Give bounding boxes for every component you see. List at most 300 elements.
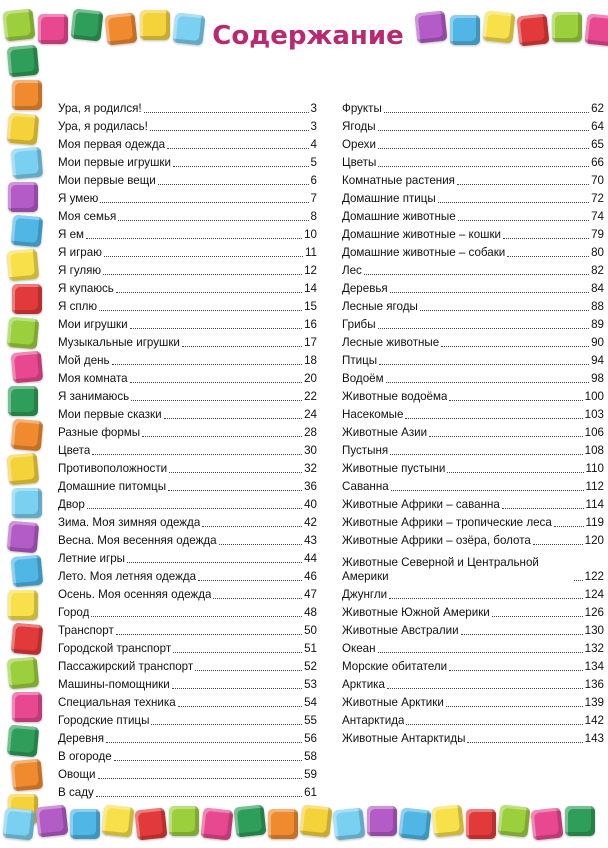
toc-entry-page: 80 (591, 246, 604, 259)
toy-cube-icon (11, 759, 44, 792)
toc-entry[interactable] (342, 98, 604, 116)
toc-entry-page: 59 (304, 768, 317, 781)
toc-dot-leader (104, 256, 303, 257)
toc-dot-leader (384, 112, 589, 113)
toc-entry-title: Весна. Моя весенняя одежда (58, 534, 217, 547)
toc-entry[interactable] (342, 422, 604, 440)
toc-entry[interactable] (342, 638, 604, 656)
toc-entry[interactable] (58, 170, 317, 188)
toc-entry[interactable] (342, 224, 604, 242)
toc-entry-page: 48 (304, 606, 317, 619)
toc-entry[interactable] (58, 296, 317, 314)
toc-dot-leader (389, 598, 583, 599)
toc-entry-page: 136 (584, 678, 604, 691)
toc-entry[interactable] (342, 440, 604, 458)
toc-entry[interactable] (58, 260, 317, 278)
toc-entry-title: Машины-помощники (58, 678, 170, 691)
toc-dot-leader (144, 112, 309, 113)
toc-entry-title: Противоположности (58, 462, 168, 475)
toc-entry-page: 139 (584, 696, 604, 709)
toc-dot-leader (405, 418, 582, 419)
toc-entry[interactable] (58, 746, 317, 764)
toc-entry[interactable] (342, 332, 604, 350)
toc-entry-title: Двор (58, 498, 85, 511)
toc-dot-leader (198, 580, 302, 581)
toc-dot-leader (378, 130, 589, 131)
toc-entry-page: 7 (310, 192, 317, 205)
toc-entry[interactable] (342, 476, 604, 494)
toc-entry[interactable] (58, 404, 317, 422)
toc-entry-page: 18 (304, 354, 317, 367)
toc-entry[interactable] (58, 314, 317, 332)
toc-dot-leader (438, 202, 589, 203)
toy-cube-icon (3, 808, 36, 841)
toc-entry[interactable] (58, 134, 317, 152)
toc-entry-page: 65 (591, 138, 604, 151)
toc-dot-leader (386, 382, 590, 383)
toc-dot-leader (172, 688, 302, 689)
toc-entry-page: 20 (304, 372, 317, 385)
toy-cube-icon (7, 453, 40, 486)
toc-entry[interactable] (58, 728, 317, 746)
toc-entry[interactable] (342, 296, 604, 314)
toc-dot-leader (173, 166, 309, 167)
toy-cube-icon (7, 657, 40, 690)
toy-cube-icon (12, 284, 42, 314)
toc-entry[interactable] (342, 692, 604, 710)
toc-entry[interactable] (342, 242, 604, 260)
toc-dot-leader (178, 706, 302, 707)
toc-dot-leader (116, 292, 302, 293)
toc-entry[interactable] (58, 602, 317, 620)
toc-entry[interactable] (58, 152, 317, 170)
toy-cube-icon (11, 623, 44, 656)
toc-entry-page: 5 (310, 156, 317, 169)
toy-cube-icon (38, 14, 68, 44)
toc-entry-page: 126 (584, 606, 604, 619)
toc-dot-leader (364, 274, 589, 275)
toc-entry-title: Разные формы (58, 426, 141, 439)
toy-cube-icon (105, 13, 138, 46)
toc-dot-leader (106, 742, 302, 743)
toc-entry[interactable] (342, 116, 604, 134)
toc-entry[interactable] (58, 530, 317, 548)
toc-entry-title: Пустыня (342, 444, 389, 457)
toc-entry-page: 82 (591, 264, 604, 277)
toc-dot-leader (151, 724, 302, 725)
toc-entry-title: Животные Антарктиды (342, 732, 466, 745)
toc-dot-leader (502, 508, 584, 509)
toc-dot-leader (96, 796, 302, 797)
toc-entry-title: В саду (58, 786, 94, 799)
toc-entry[interactable] (58, 476, 317, 494)
toc-dot-leader (158, 184, 309, 185)
toc-entry[interactable] (58, 242, 317, 260)
toc-entry-page: 16 (304, 318, 317, 331)
toc-entry-page: 11 (304, 246, 317, 259)
toc-entry[interactable] (58, 494, 317, 512)
toc-dot-leader (378, 166, 589, 167)
toc-entry-title: Комнатные растения (342, 174, 455, 187)
toc-entry-title: Лесные животные (342, 336, 440, 349)
toy-cube-icon (169, 806, 199, 836)
toy-cube-icon (7, 249, 40, 282)
toy-cube-icon (565, 806, 595, 836)
toc-dot-leader (219, 544, 303, 545)
toc-dot-leader (441, 346, 589, 347)
toc-entry[interactable] (342, 350, 604, 368)
toc-entry-title: Осень. Моя осенняя одежда (58, 588, 212, 601)
toc-entry-title: Цветы (342, 156, 377, 169)
toy-cube-icon (8, 386, 38, 416)
toc-dot-leader (99, 310, 302, 311)
toc-entry-page: 114 (585, 498, 604, 511)
toc-dot-leader (391, 490, 584, 491)
toc-dot-leader (429, 436, 583, 437)
toc-entry[interactable] (342, 656, 604, 674)
toc-dot-leader (449, 670, 583, 671)
toc-entry-page: 17 (304, 336, 317, 349)
toc-dot-leader (390, 454, 583, 455)
toc-entry-page: 124 (584, 588, 604, 601)
toc-entry-page: 47 (304, 588, 317, 601)
toc-entry-title: Мои игрушки (58, 318, 128, 331)
toc-dot-leader (457, 184, 589, 185)
toc-entry-page: 112 (585, 480, 604, 493)
toc-dot-leader (461, 634, 583, 635)
toc-dot-leader (86, 238, 302, 239)
toc-entry-page: 94 (591, 354, 604, 367)
toc-dot-leader (387, 688, 583, 689)
toc-dot-leader (131, 400, 302, 401)
toc-entry[interactable] (342, 404, 604, 422)
toc-dot-leader (164, 418, 303, 419)
toc-entry-title: Транспорт (58, 624, 114, 637)
toc-entry-page: 52 (304, 660, 317, 673)
toc-entry-page: 143 (584, 732, 604, 745)
toy-cube-icon (12, 488, 42, 518)
toc-entry[interactable] (58, 692, 317, 710)
toc-dot-leader (420, 310, 589, 311)
toc-entry[interactable] (342, 134, 604, 152)
toc-entry-page: 61 (304, 786, 317, 799)
toy-cube-icon (70, 809, 100, 839)
toc-entry[interactable] (58, 332, 317, 350)
toc-entry-title: Животные Северной и Центральной Америки (342, 556, 539, 583)
toc-entry-page: 72 (591, 192, 604, 205)
toc-entry[interactable] (58, 764, 317, 782)
toc-entry-page: 54 (304, 696, 317, 709)
toc-entry[interactable] (342, 530, 604, 548)
toy-cube-icon (7, 317, 40, 350)
toc-entry-page: 89 (591, 318, 604, 331)
toc-dot-leader (378, 328, 590, 329)
toy-cube-icon (552, 12, 582, 42)
toc-dot-leader (150, 130, 309, 131)
toy-cube-icon (466, 809, 496, 839)
toc-entry-title: Городские птицы (58, 714, 150, 727)
toc-entry[interactable] (58, 566, 317, 584)
toy-cube-icon (135, 808, 168, 841)
toc-entry-page: 122 (584, 570, 604, 583)
toc-entry[interactable] (342, 674, 604, 692)
toc-entry[interactable] (58, 278, 317, 296)
toc-dot-leader (202, 526, 302, 527)
toc-entry[interactable] (58, 350, 317, 368)
toc-dot-leader (446, 706, 583, 707)
toc-entry-page: 56 (304, 732, 317, 745)
toc-dot-leader (167, 148, 308, 149)
toc-entry-page: 44 (304, 552, 317, 565)
toc-entry-title: Антарктида (342, 714, 405, 727)
toc-entry[interactable] (342, 512, 604, 530)
toc-entry[interactable] (58, 368, 317, 386)
toc-entry-page: 14 (304, 282, 317, 295)
toc-entry-page: 3 (310, 102, 317, 115)
toc-entry[interactable] (58, 656, 317, 674)
toc-entry-title: Я гуляю (58, 264, 102, 277)
toc-dot-leader (100, 202, 308, 203)
toc-dot-leader (182, 346, 302, 347)
toc-dot-leader (447, 472, 583, 473)
toc-entry-page: 40 (304, 498, 317, 511)
toc-entry-page: 88 (591, 300, 604, 313)
toc-entry[interactable] (58, 584, 317, 602)
toc-entry[interactable] (58, 422, 317, 440)
toc-entry-title: Арктика (342, 678, 385, 691)
toy-cube-icon (585, 14, 608, 47)
toy-cube-icon (201, 808, 234, 841)
toc-dot-leader (92, 454, 302, 455)
toc-entry-page: 55 (304, 714, 317, 727)
toc-entry-page: 74 (591, 210, 604, 223)
toc-entry[interactable] (342, 314, 604, 332)
toc-dot-leader (98, 778, 303, 779)
toc-entry[interactable] (342, 602, 604, 620)
toc-entry[interactable] (58, 512, 317, 530)
toc-entry-title: Морские обитатели (342, 660, 448, 673)
toy-cube-icon (367, 806, 397, 836)
toc-entry-title: Деревня (58, 732, 105, 745)
toc-entry[interactable] (58, 458, 317, 476)
toc-dot-leader (112, 364, 303, 365)
toc-entry[interactable] (342, 620, 604, 638)
toc-dot-leader (103, 274, 302, 275)
toc-entry[interactable] (342, 188, 604, 206)
toc-dot-leader (458, 220, 589, 221)
toc-entry-title: Животные Австралии (342, 624, 459, 637)
toc-entry[interactable] (58, 674, 317, 692)
toc-entry-page: 28 (304, 426, 317, 439)
toy-cube-icon (3, 9, 36, 42)
toy-cube-icon (531, 808, 564, 841)
toc-dot-leader (213, 598, 302, 599)
toc-entry-title: Животные Арктики (342, 696, 444, 709)
toc-entry-title: Животные водоёма (342, 390, 448, 403)
toc-entry-title: Лес (342, 264, 362, 277)
toc-entry-page: 142 (584, 714, 604, 727)
toc-entry[interactable] (342, 152, 604, 170)
toc-entry-title: Фрукты (342, 102, 382, 115)
toc-entry-page: 15 (304, 300, 317, 313)
toc-entry-title: Домашние животные (342, 210, 456, 223)
toc-entry-title: Специальная техника (58, 696, 176, 709)
toc-entry[interactable] (342, 458, 604, 476)
toc-entry[interactable] (342, 368, 604, 386)
toy-cube-icon (7, 45, 40, 78)
toc-dot-leader (118, 220, 308, 221)
toc-entry[interactable] (342, 710, 604, 728)
toy-cube-icon (11, 555, 44, 588)
toc-entry-page: 6 (310, 174, 317, 187)
toc-entry-page: 58 (304, 750, 317, 763)
toc-entry-title: Насекомые (342, 408, 404, 421)
toc-entry-title: Птицы (342, 354, 378, 367)
toy-cube-icon (300, 805, 333, 838)
toc-entry-page: 90 (591, 336, 604, 349)
toc-entry-page: 84 (591, 282, 604, 295)
toc-entry[interactable] (342, 584, 604, 602)
toy-cube-icon (8, 182, 38, 212)
toy-cube-icon (12, 80, 42, 110)
toc-entry-page: 24 (304, 408, 317, 421)
toc-entry-title: В огороде (58, 750, 112, 763)
toc-dot-leader (378, 652, 583, 653)
toc-entry-title: Животные Азии (342, 426, 428, 439)
toc-entry-page: 62 (591, 102, 604, 115)
toy-cube-icon (11, 215, 44, 248)
toc-dot-leader (142, 436, 302, 437)
toc-dot-leader (533, 544, 583, 545)
toc-entry-page: 100 (584, 390, 604, 403)
toc-dot-leader (169, 472, 302, 473)
toc-dot-leader (116, 634, 302, 635)
toc-entry-title: Мои первые сказки (58, 408, 162, 421)
toc-dot-leader (127, 562, 302, 563)
toc-entry-title: Музыкальные игрушки (58, 336, 180, 349)
toy-cube-icon (268, 809, 298, 839)
toc-entry-title: Океан (342, 642, 376, 655)
toc-entry-title: Я ем (58, 228, 85, 241)
toc-entry-title: Животные Африки – саванна (342, 498, 500, 511)
toc-entry-title: Ягоды (342, 120, 376, 133)
toc-entry[interactable] (342, 386, 604, 404)
toc-entry-page: 98 (591, 372, 604, 385)
toy-cube-icon (333, 808, 366, 841)
toc-entry-page: 103 (584, 408, 604, 421)
toc-entry-page: 53 (304, 678, 317, 691)
toy-cube-icon (11, 351, 44, 384)
toc-entry[interactable] (58, 386, 317, 404)
toc-entry[interactable] (58, 548, 317, 566)
toc-entry[interactable] (342, 548, 604, 584)
toc-entry-page: 46 (304, 570, 317, 583)
toc-entry-page: 106 (584, 426, 604, 439)
toc-entry-title: Животные Африки – озёра, болота (342, 534, 531, 547)
toc-entry[interactable] (58, 440, 317, 458)
toc-entry[interactable] (58, 638, 317, 656)
toc-entry-title: Лето. Моя летняя одежда (58, 570, 197, 583)
toc-dot-leader (492, 616, 583, 617)
toy-cube-icon (7, 113, 40, 146)
toc-entry-title: Зима. Моя зимняя одежда (58, 516, 201, 529)
toc-entry-page: 64 (591, 120, 604, 133)
toc-entry-title: Моя семья (58, 210, 117, 223)
toy-cube-icon (399, 808, 432, 841)
toc-dot-leader (574, 580, 583, 581)
toc-dot-leader (449, 400, 582, 401)
toc-entry-title: Саванна (342, 480, 389, 493)
page-title: Содержание (212, 21, 404, 51)
toc-entry[interactable] (58, 116, 317, 134)
toc-entry[interactable] (342, 206, 604, 224)
toy-cube-icon (12, 692, 42, 722)
toc-entry[interactable] (342, 728, 604, 746)
toc-entry-page: 10 (304, 228, 317, 241)
toc-entry[interactable] (58, 782, 317, 800)
toc-entry-title: Лесные ягоды (342, 300, 418, 313)
toy-cube-icon (7, 725, 40, 758)
toc-entry-title: Животные Африки – тропические леса (342, 516, 552, 529)
toc-dot-leader (554, 526, 584, 527)
toc-entry-title: Грибы (342, 318, 376, 331)
toc-dot-leader (91, 616, 302, 617)
toy-cube-icon (483, 11, 516, 44)
toc-entry[interactable] (58, 710, 317, 728)
toy-cube-icon (102, 805, 135, 838)
toc-entry-page: 22 (304, 390, 317, 403)
toc-entry-title: Мой день (58, 354, 110, 367)
toc-entry[interactable] (58, 620, 317, 638)
toc-dot-leader (195, 670, 302, 671)
toc-entry-page: 12 (304, 264, 317, 277)
toc-entry[interactable] (342, 278, 604, 296)
toc-dot-leader (406, 724, 582, 725)
toc-dot-leader (173, 652, 302, 653)
toc-dot-leader (87, 508, 302, 509)
toc-entry[interactable] (58, 188, 317, 206)
toc-entry[interactable] (342, 494, 604, 512)
toc-entry-title: Моя комната (58, 372, 128, 385)
toy-cube-icon (415, 11, 448, 44)
toc-entry[interactable] (58, 224, 317, 242)
toc-entry-page: 51 (304, 642, 317, 655)
toc-entry-title: Ура, я родился! (58, 102, 142, 115)
toc-entry-title: Домашние птицы (342, 192, 436, 205)
toy-cube-icon (11, 147, 44, 180)
toc-dot-leader (507, 256, 589, 257)
toc-entry-title: Цвета (58, 444, 91, 457)
toc-entry-page: 110 (585, 462, 604, 475)
toc-entry-page: 120 (584, 534, 604, 547)
toc-entry-page: 8 (310, 210, 317, 223)
toc-entry-page: 108 (584, 444, 604, 457)
toc-entry[interactable] (58, 98, 317, 116)
toc-entry-title: Животные пустыни (342, 462, 446, 475)
toc-entry-title: Мои первые вещи (58, 174, 156, 187)
toc-dot-leader (467, 742, 582, 743)
toc-dot-leader (114, 760, 302, 761)
toc-entry-page: 132 (584, 642, 604, 655)
toc-right-column (342, 98, 604, 746)
toc-entry[interactable] (342, 170, 604, 188)
toc-entry[interactable] (58, 206, 317, 224)
toc-entry-title: Я умею (58, 192, 99, 205)
toc-dot-leader (168, 490, 302, 491)
toc-entry[interactable] (342, 260, 604, 278)
toc-entry-page: 130 (584, 624, 604, 637)
toy-cube-icon (11, 419, 44, 452)
